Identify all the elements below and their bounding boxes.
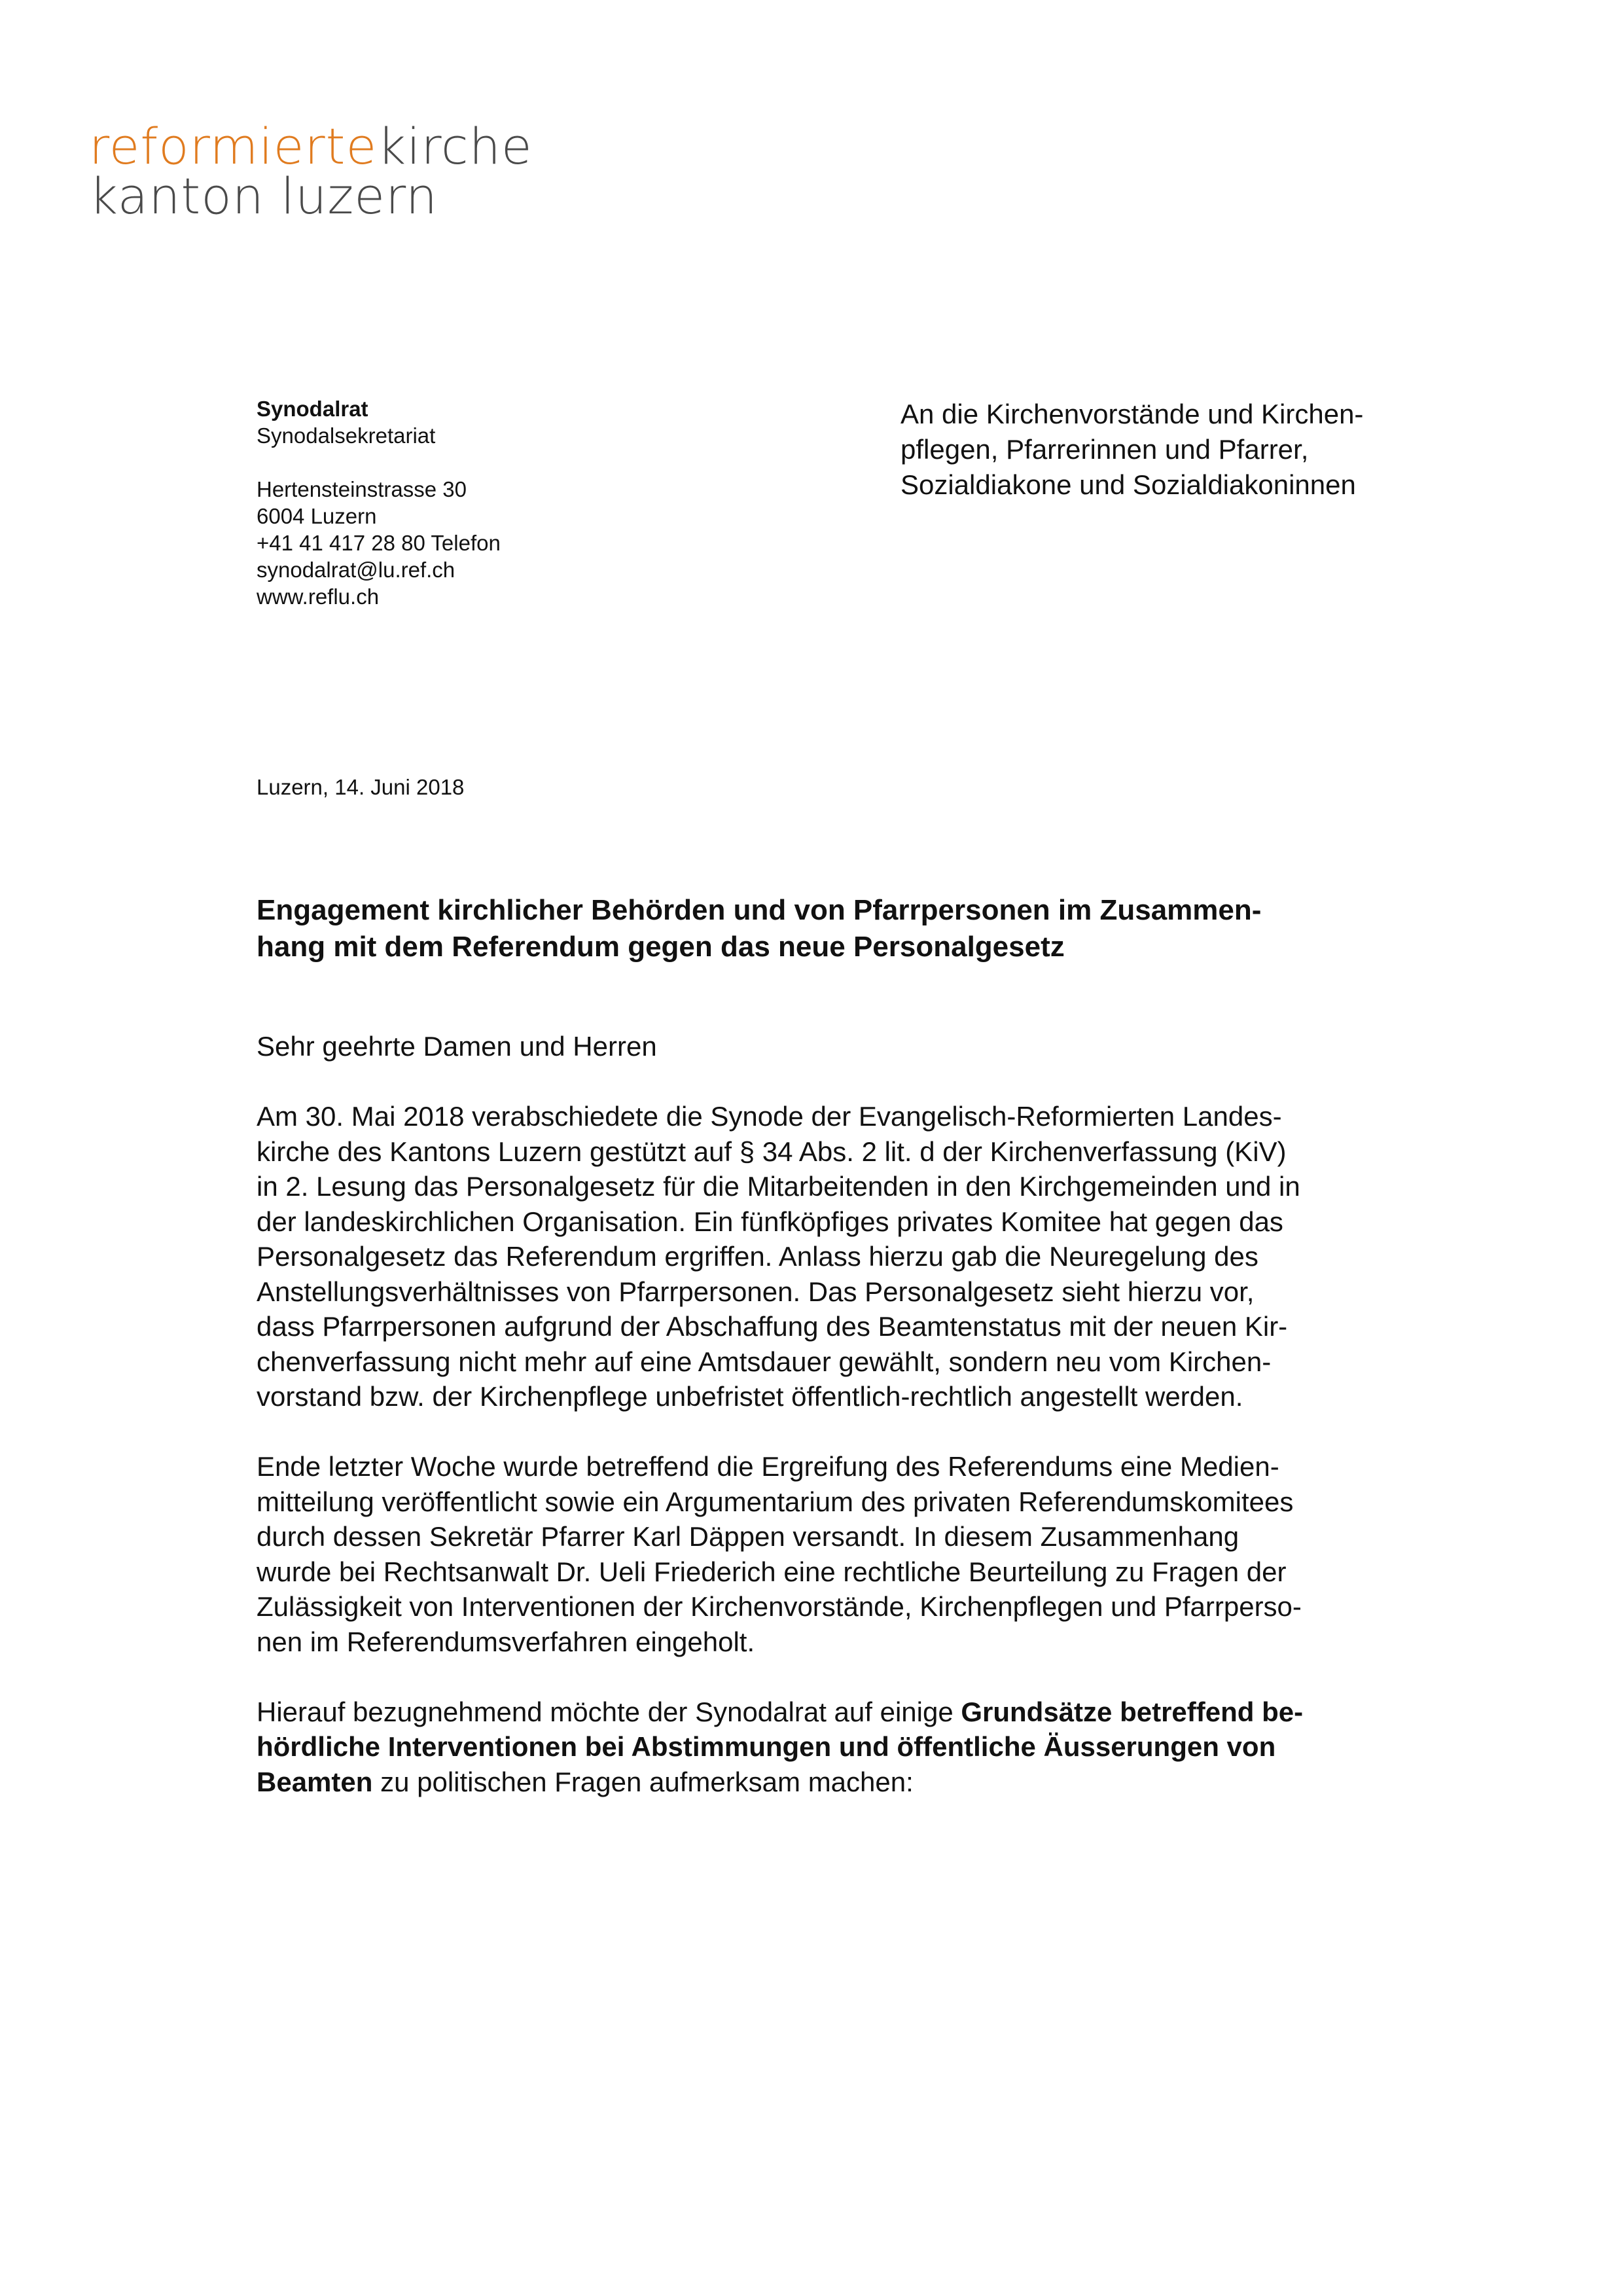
paragraph-line: in 2. Lesung das Personalgesetz für die Mitarbeitenden in den Kirchgemeinden und in <box>257 1171 1300 1202</box>
sender-address-block <box>257 395 715 610</box>
paragraph-line <box>257 1765 1428 1800</box>
paragraph-text: zu politischen Fragen aufmerksam machen: <box>372 1766 914 1797</box>
paragraph-text: Hierauf bezugnehmend möchte der Synodalrat auf einige <box>257 1696 961 1727</box>
paragraph-line: Ende letzter Woche wurde betreffend die Ergreifung des Referendums eine Medien- <box>257 1451 1279 1482</box>
subject-heading <box>257 892 1421 965</box>
recipient-line: An die Kirchenvorstände und Kirchen- <box>901 399 1364 429</box>
paragraph-2 <box>257 1449 1428 1659</box>
spacer <box>257 449 715 476</box>
paragraph-line: dass Pfarrpersonen aufgrund der Abschaffung des Beamtenstatus mit der neuen Kir- <box>257 1311 1288 1342</box>
sender-website: www.reflu.ch <box>257 584 380 609</box>
paragraph-line: Zulässigkeit von Interventionen der Kirchenvorstände, Kirchenpflegen und Pfarrperso- <box>257 1591 1302 1622</box>
paragraph-1 <box>257 1099 1428 1414</box>
paragraph-line: Personalgesetz das Referendum ergriffen. Anlass hierzu gab die Neuregelung des <box>257 1241 1258 1272</box>
recipient-block <box>901 397 1424 503</box>
logo <box>89 117 533 225</box>
paragraph-line: Anstellungsverhältnisses von Pfarrpersonen. Das Personalgesetz sieht hierzu vor, <box>257 1276 1255 1307</box>
logo-line-2: kanton luzern <box>89 167 438 225</box>
sender-street: Hertensteinstrasse 30 <box>257 477 467 501</box>
paragraph-line: kirche des Kantons Luzern gestützt auf § 34 Abs. 2 lit. d der Kirchenverfassung (KiV) <box>257 1136 1287 1167</box>
subject-line: hang mit dem Referendum gegen das neue Personalgesetz <box>257 931 1065 963</box>
recipient-line: pflegen, Pfarrerinnen und Pfarrer, <box>901 434 1309 465</box>
sender-city: 6004 Luzern <box>257 504 377 528</box>
sender-email: synodalrat@lu.ref.ch <box>257 558 455 582</box>
paragraph-line <box>257 1695 1428 1730</box>
sender-org: Synodalrat <box>257 397 368 421</box>
emphasis-text: Grundsätze betreffend be- <box>961 1696 1304 1727</box>
sender-dept: Synodalsekretariat <box>257 423 436 448</box>
paragraph-line: durch dessen Sekretär Pfarrer Karl Däppen versandt. In diesem Zusammenhang <box>257 1521 1240 1552</box>
paragraph-line: vorstand bzw. der Kirchenpflege unbefristet öffentlich-rechtlich angestellt werden. <box>257 1381 1243 1412</box>
salutation-text: Sehr geehrte Damen und Herren <box>257 1031 657 1062</box>
recipient-line: Sozialdiakone und Sozialdiakoninnen <box>901 469 1356 500</box>
emphasis-text: Beamten <box>257 1766 373 1797</box>
paragraph-line: Am 30. Mai 2018 verabschiedete die Synode der Evangelisch-Reformierten Landes- <box>257 1101 1282 1132</box>
paragraph-line: nen im Referendumsverfahren eingeholt. <box>257 1626 755 1657</box>
logo-line-1: reformiertekirche <box>89 117 533 175</box>
letter-body <box>257 1029 1428 1835</box>
paragraph-line <box>257 1729 1428 1765</box>
subject-line: Engagement kirchlicher Behörden und von Pfarrpersonen im Zusammen- <box>257 894 1262 926</box>
paragraph-line: der landeskirchlichen Organisation. Ein fünfköpfiges privates Komitee hat gegen das <box>257 1206 1283 1237</box>
letter-date: Luzern, 14. Juni 2018 <box>257 775 465 799</box>
emphasis-text: hördliche Interventionen bei Abstimmungen und öffentliche Äusserungen von <box>257 1731 1276 1762</box>
paragraph-line: wurde bei Rechtsanwalt Dr. Ueli Friederich eine rechtliche Beurteilung zu Fragen der <box>257 1556 1287 1587</box>
paragraph-line: chenverfassung nicht mehr auf eine Amtsdauer gewählt, sondern neu vom Kirchen- <box>257 1346 1272 1377</box>
sender-phone: +41 41 417 28 80 Telefon <box>257 531 501 555</box>
paragraph-3 <box>257 1695 1428 1800</box>
salutation <box>257 1029 1428 1064</box>
paragraph-line: mitteilung veröffentlicht sowie ein Argumentarium des privaten Referendumskomitees <box>257 1486 1294 1517</box>
